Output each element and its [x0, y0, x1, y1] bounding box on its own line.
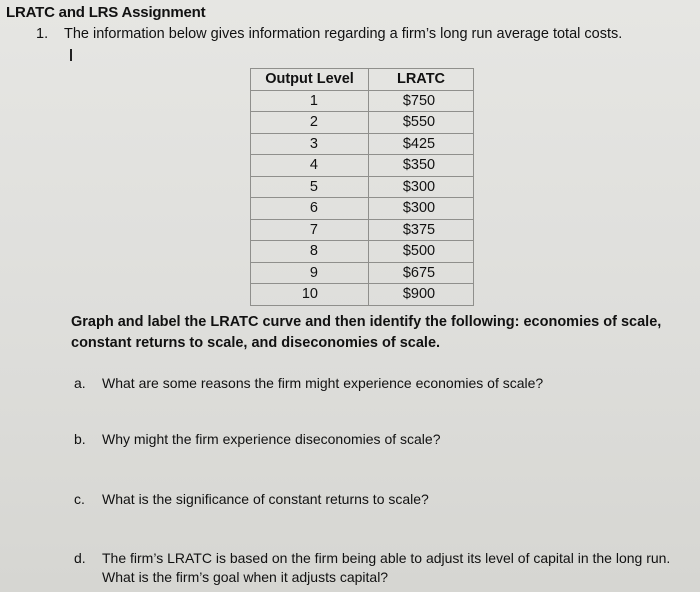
question-c — [74, 490, 674, 509]
text-cursor — [70, 49, 72, 61]
table-row — [251, 241, 474, 263]
output-cell: 6 — [251, 198, 369, 220]
question-a-text: What are some reasons the firm might experience economies of scale? — [102, 375, 544, 391]
question-1-text: The information below gives information regarding a firm’s long run average total costs. — [64, 26, 623, 42]
question-c-letter: c. — [74, 491, 85, 507]
cost-cell: $300 — [369, 176, 474, 198]
output-cell: 2 — [251, 112, 369, 134]
cost-cell: $550 — [369, 112, 474, 134]
question-c-text: What is the significance of constant returns to scale? — [102, 491, 429, 507]
output-cell: 3 — [251, 133, 369, 155]
table-header-row — [251, 69, 474, 91]
cost-cell: $900 — [369, 284, 474, 306]
table-row — [251, 284, 474, 306]
question-d-letter: d. — [74, 550, 86, 566]
cost-cell: $425 — [369, 133, 474, 155]
question-b-text: Why might the firm experience diseconomies of scale? — [102, 431, 441, 447]
cost-cell: $350 — [369, 155, 474, 177]
table-row — [251, 198, 474, 220]
lratc-table — [250, 68, 474, 306]
table-row — [251, 219, 474, 241]
output-cell: 9 — [251, 262, 369, 284]
question-a — [74, 374, 674, 393]
graph-instructions: Graph and label the LRATC curve and then identify the following: economies of scale, constant returns to scale, and diseconomies of scale. — [71, 314, 662, 351]
table-row — [251, 90, 474, 112]
table-row — [251, 133, 474, 155]
document-title: LRATC and LRS Assignment — [6, 4, 206, 21]
question-d — [74, 549, 674, 587]
question-1 — [36, 26, 622, 42]
cost-cell: $500 — [369, 241, 474, 263]
header-lratc: LRATC — [369, 69, 474, 91]
header-output-level: Output Level — [251, 69, 369, 91]
output-cell: 7 — [251, 219, 369, 241]
cost-cell: $375 — [369, 219, 474, 241]
output-cell: 4 — [251, 155, 369, 177]
question-b — [74, 430, 674, 449]
cost-cell: $675 — [369, 262, 474, 284]
question-b-letter: b. — [74, 431, 86, 447]
output-cell: 8 — [251, 241, 369, 263]
output-cell: 5 — [251, 176, 369, 198]
table-row — [251, 155, 474, 177]
question-a-letter: a. — [74, 375, 86, 391]
cost-cell: $750 — [369, 90, 474, 112]
question-d-line-2: What is the firm’s goal when it adjusts capital? — [102, 569, 389, 585]
table-row — [251, 112, 474, 134]
cost-cell: $300 — [369, 198, 474, 220]
output-cell: 10 — [251, 284, 369, 306]
output-cell: 1 — [251, 90, 369, 112]
table-row — [251, 176, 474, 198]
question-1-number: 1. — [36, 26, 49, 42]
question-d-line-1: The firm’s LRATC is based on the firm being able to adjust its level of capital in the long run. — [102, 550, 671, 566]
table-row — [251, 262, 474, 284]
